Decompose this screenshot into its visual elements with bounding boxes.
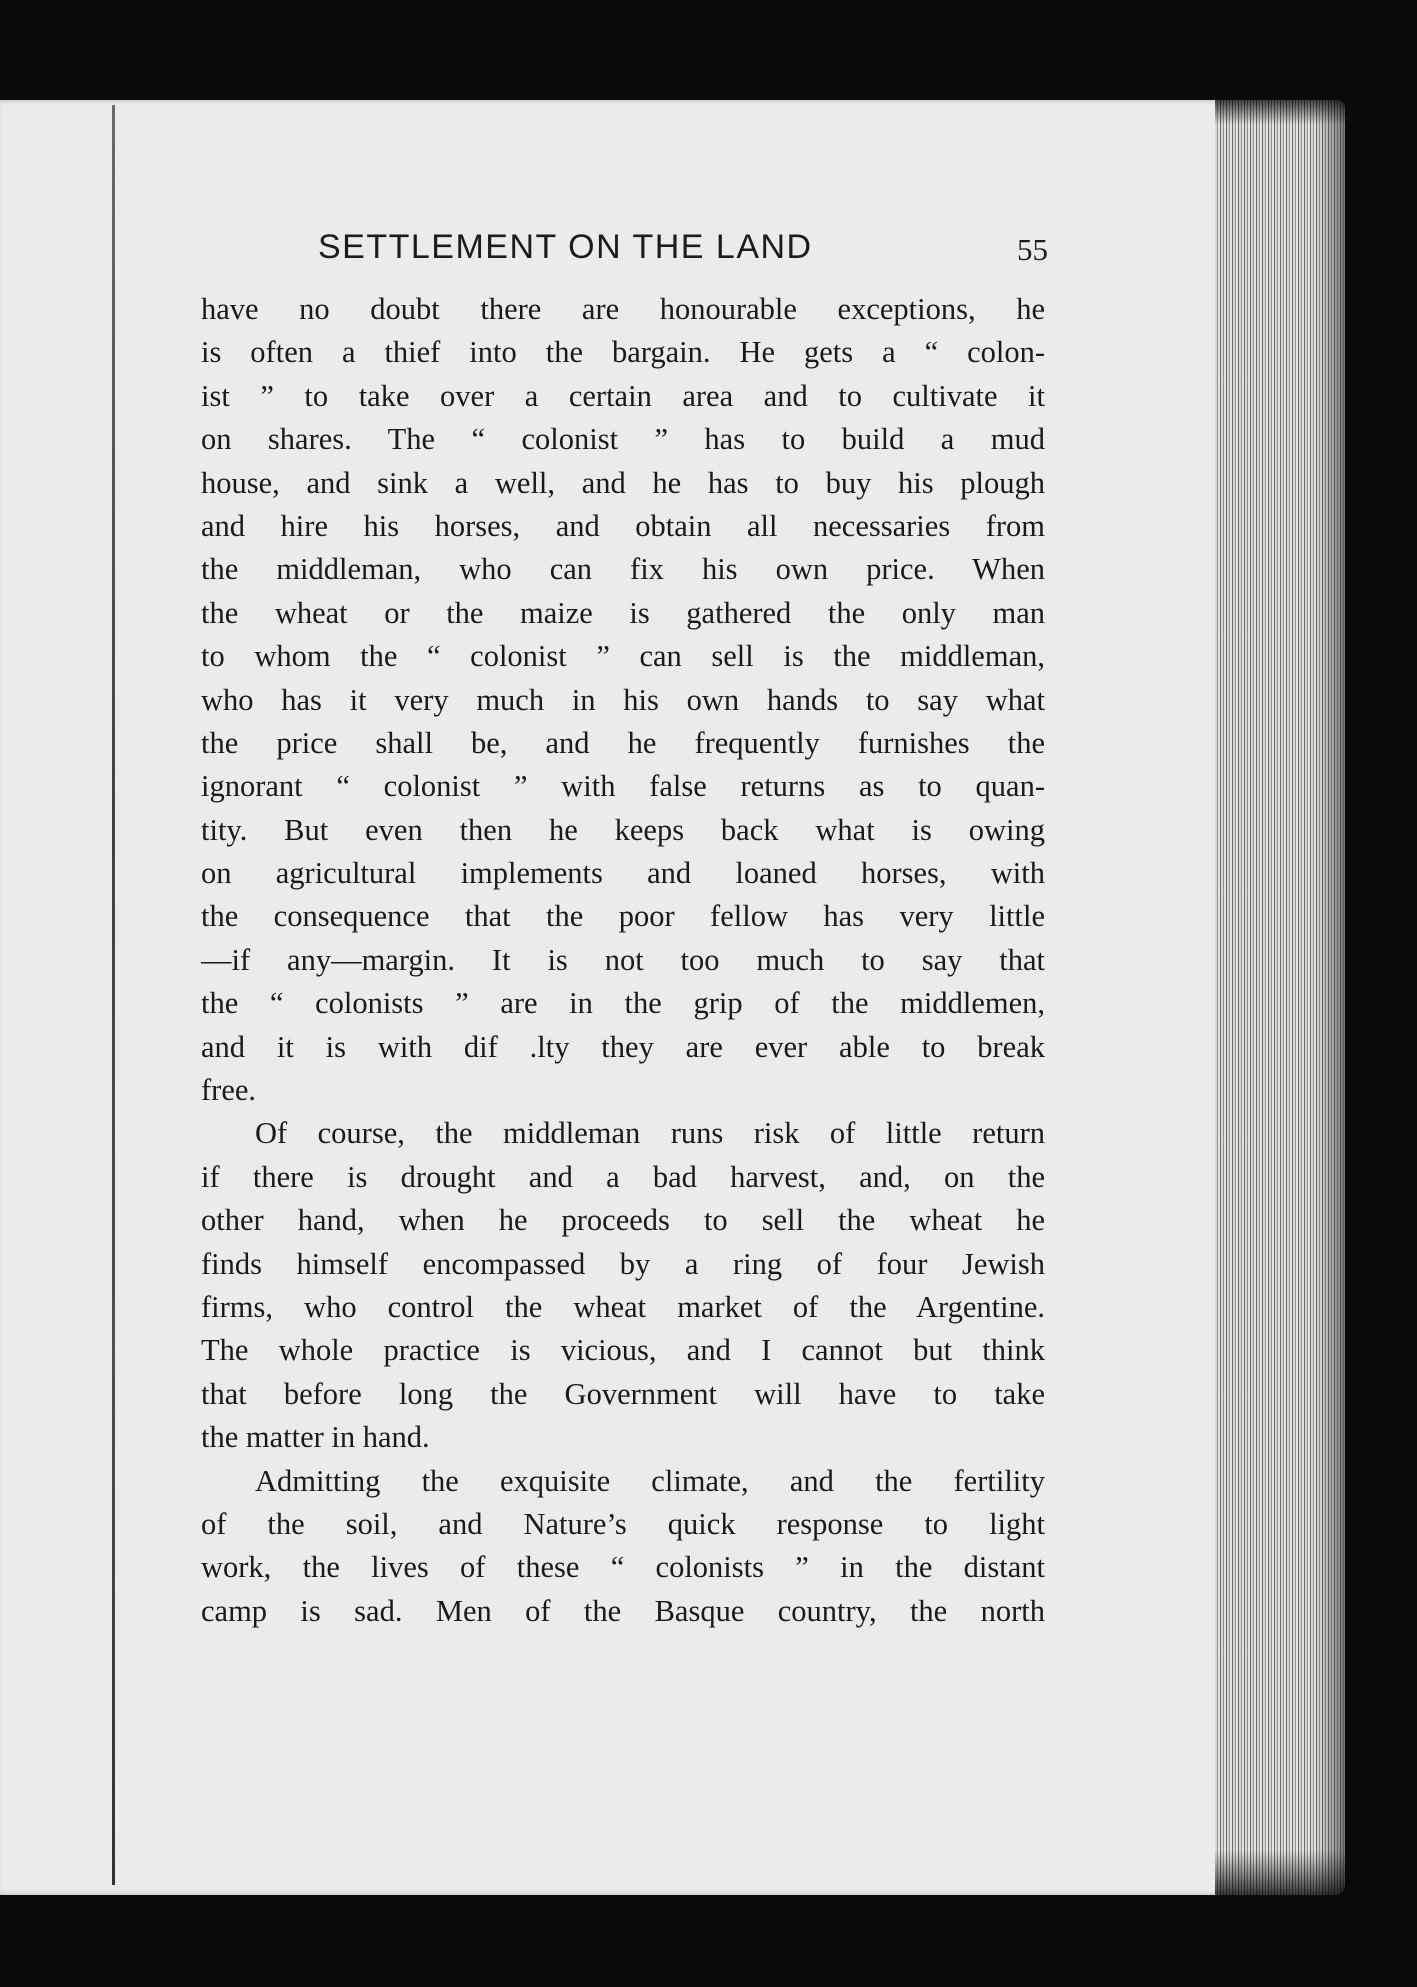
text-line: ignorant “ colonist ” with false returns as to quan-	[201, 769, 1045, 804]
text-line: The whole practice is vicious, and I cannot but think	[201, 1333, 1045, 1368]
text-line: is often a thief into the bargain. He gets a “ colon-	[201, 335, 1045, 370]
page-edges	[1215, 100, 1345, 1895]
text-line: camp is sad. Men of the Basque country, the north	[201, 1593, 1045, 1628]
text-line: ist ” to take over a certain area and to cultivate it	[201, 378, 1045, 413]
text-line: of the soil, and Nature’s quick response to light	[201, 1506, 1045, 1541]
top-edge-shadow	[1215, 100, 1345, 125]
text-line: Admitting the exquisite climate, and the fertility	[255, 1463, 1045, 1498]
gutter-shadow	[112, 105, 115, 1885]
text-line: on agricultural implements and loaned horses, with	[201, 856, 1045, 891]
text-line: firms, who control the wheat market of the Argentine.	[201, 1289, 1045, 1324]
text-line: on shares. The “ colonist ” has to build a mud	[201, 422, 1045, 457]
text-line: tity. But even then he keeps back what is owing	[201, 812, 1045, 847]
text-line: the “ colonists ” are in the grip of the middlemen,	[201, 986, 1045, 1021]
bottom-edge-shadow	[1215, 1850, 1345, 1895]
text-line: have no doubt there are honourable exceptions, he	[201, 292, 1045, 326]
running-head: SETTLEMENT ON THE LAND	[318, 228, 813, 266]
text-line: Of course, the middleman runs risk of little return	[255, 1116, 1045, 1151]
text-line: the middleman, who can fix his own price. When	[201, 552, 1045, 587]
text-line: who has it very much in his own hands to say what	[201, 682, 1045, 717]
text-line: the wheat or the maize is gathered the only man	[201, 595, 1045, 630]
page-header	[200, 228, 1048, 274]
text-line: finds himself encompassed by a ring of four Jewish	[201, 1246, 1045, 1281]
text-line: if there is drought and a bad harvest, and, on the	[201, 1159, 1045, 1194]
body-text	[201, 288, 1045, 1633]
text-line: that before long the Government will have to take	[201, 1376, 1045, 1411]
text-line: the consequence that the poor fellow has very little	[201, 899, 1045, 934]
text-line: the price shall be, and he frequently furnishes the	[201, 725, 1045, 760]
page-number: 55	[1017, 232, 1048, 267]
text-line: to whom the “ colonist ” can sell is the middleman,	[201, 639, 1045, 674]
text-line: work, the lives of these “ colonists ” in the distant	[201, 1550, 1045, 1585]
text-line: and hire his horses, and obtain all necessaries from	[201, 508, 1045, 543]
text-line: the matter in hand.	[201, 1420, 430, 1455]
text-line: free.	[201, 1073, 257, 1108]
text-line: other hand, when he proceeds to sell the wheat he	[201, 1203, 1045, 1238]
text-line: —if any—margin. It is not too much to say that	[201, 942, 1045, 977]
text-line: house, and sink a well, and he has to buy his plough	[201, 465, 1045, 500]
text-line: and it is with dif .lty they are ever able to break	[201, 1029, 1045, 1064]
